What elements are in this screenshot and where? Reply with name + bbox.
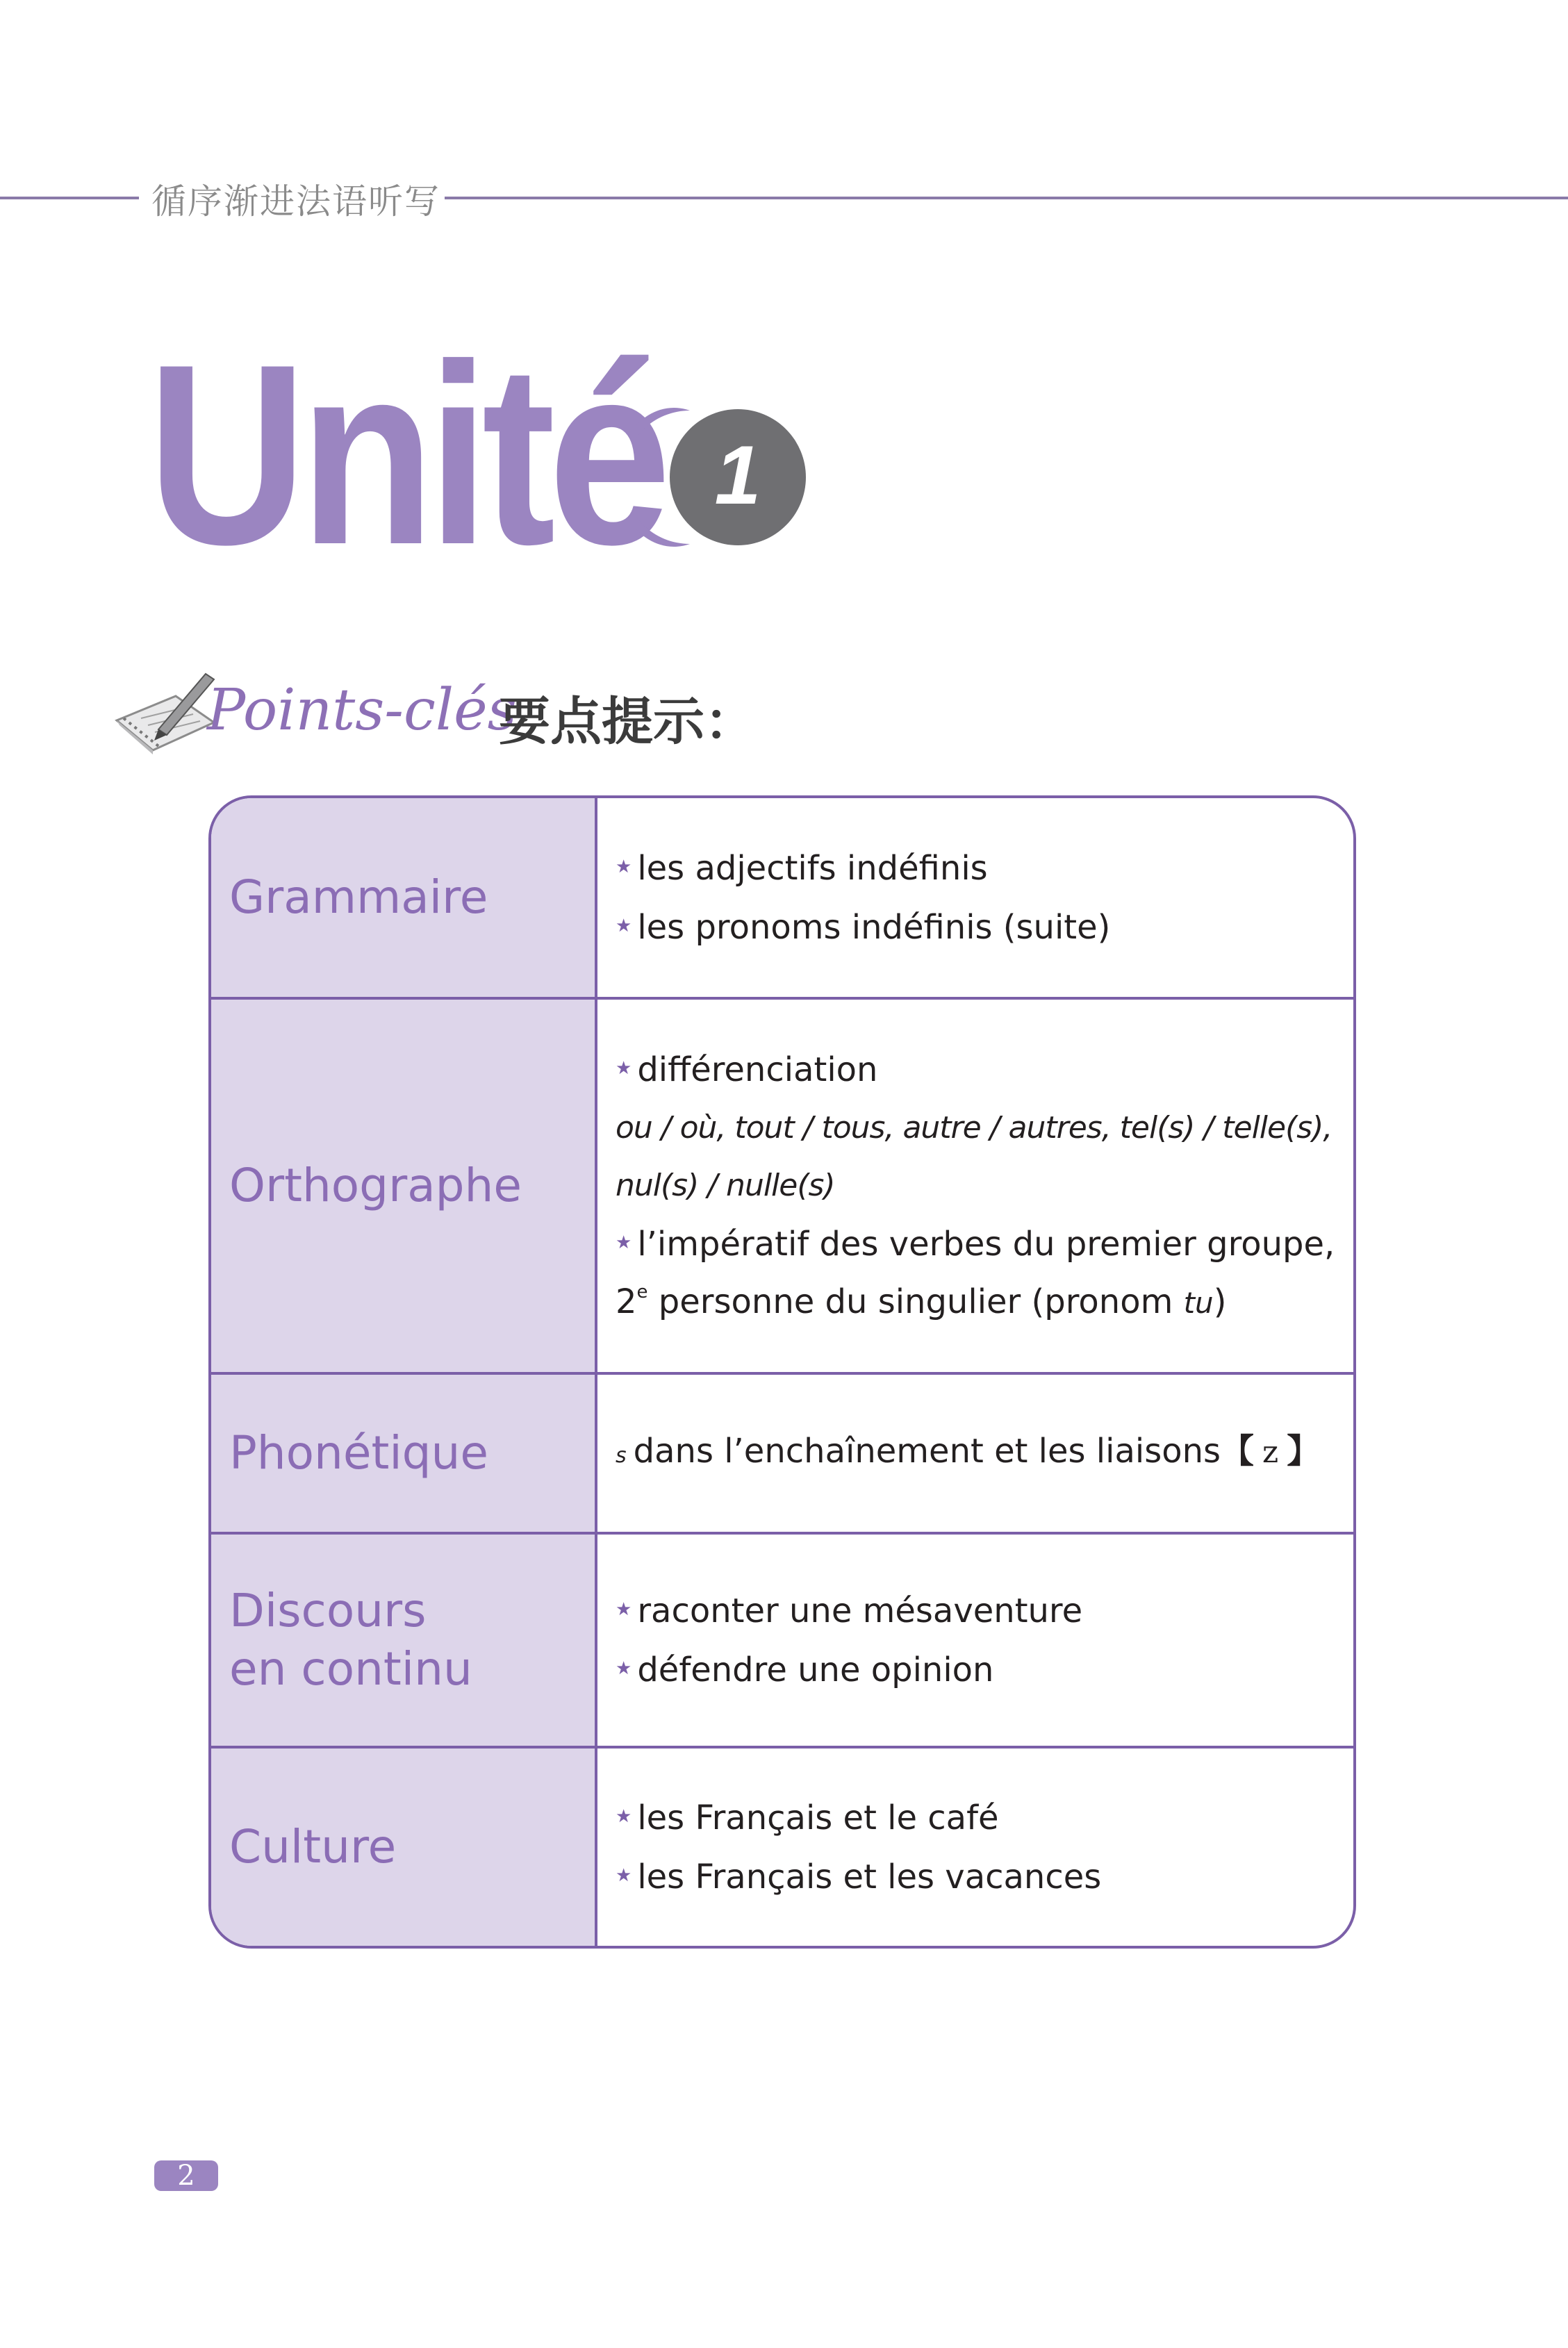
row-label: Grammaire [211, 798, 597, 997]
header-rule-left [0, 197, 139, 199]
star-bullet-icon: ★ [616, 1658, 632, 1679]
star-bullet-icon: ★ [616, 916, 632, 936]
star-bullet-icon: ★ [616, 1806, 632, 1827]
phonetic-bracket-close: 】 [1287, 1431, 1321, 1471]
list-item [616, 838, 1334, 898]
item-text: défendre une opinion [637, 1651, 994, 1689]
phonetic-symbol: z [1262, 1434, 1279, 1470]
letter-s: s [616, 1443, 627, 1468]
row-label: Phonétique [211, 1375, 597, 1532]
star-bullet-icon: ★ [616, 1058, 632, 1079]
row-content [597, 1000, 1354, 1372]
list-item [616, 1788, 1334, 1847]
star-bullet-icon: ★ [616, 1599, 632, 1620]
header-rule-right [445, 197, 1568, 199]
phonetic-bracket-open: 【 [1221, 1431, 1255, 1471]
page-number: 2 [154, 2160, 218, 2191]
item-text: les Français et les vacances [637, 1858, 1102, 1896]
star-bullet-icon: ★ [616, 1232, 632, 1253]
list-item-continuation [616, 1273, 1335, 1332]
row-content [597, 1535, 1353, 1746]
unit-number-badge [636, 406, 809, 549]
table-row-orthographe [211, 1000, 1353, 1375]
row-content [597, 1375, 1353, 1532]
section-title-chinese: 要点提示： [499, 692, 756, 752]
item-text: les Français et le café [637, 1799, 999, 1837]
item-text: raconter une mésaventure [637, 1591, 1083, 1630]
unit-title: Unité [147, 311, 664, 598]
list-item [616, 1581, 1334, 1640]
unit-number: 1 [714, 429, 761, 522]
item-text: les adjectifs indéfinis [637, 849, 988, 888]
ordinal-suffix: e [636, 1282, 648, 1303]
list-item [616, 1423, 1334, 1485]
list-item [616, 1040, 1335, 1099]
section-title-script: Points-clés [207, 677, 517, 743]
key-points-table [208, 795, 1356, 1949]
item-text: dans l’enchaînement et les liaisons [633, 1431, 1221, 1471]
item-text: les pronoms indéfinis (suite) [637, 908, 1111, 947]
star-bullet-icon: ★ [616, 1865, 632, 1886]
item-text: différenciation [637, 1050, 878, 1089]
item-text: personne du singulier (pronom [647, 1282, 1184, 1321]
examples-line: ou / où, tout / tous, autre / autres, tel(s) / telle(s), [616, 1110, 1332, 1146]
list-item [616, 1847, 1334, 1906]
book-title: 循序渐进法语听写 [151, 181, 440, 222]
examples-line: nul(s) / nulle(s) [616, 1168, 835, 1203]
pronoun-tu: tu [1183, 1286, 1214, 1320]
row-content [597, 798, 1353, 997]
list-item [616, 1640, 1334, 1699]
item-text: l’impératif des verbes du premier groupe, [637, 1225, 1335, 1264]
list-item [616, 1214, 1335, 1273]
item-text-end: ) [1213, 1282, 1227, 1321]
star-bullet-icon: ★ [616, 857, 632, 877]
row-label: Discours en continu [211, 1535, 597, 1746]
ordinal-number: 2 [616, 1282, 637, 1321]
list-item [616, 898, 1334, 957]
row-label: Culture [211, 1748, 597, 1946]
table-row-discours [211, 1535, 1353, 1748]
row-label: Orthographe [211, 1000, 597, 1372]
notebook-pencil-icon [110, 668, 217, 759]
table-row-culture [211, 1748, 1353, 1946]
table-row-phonetique [211, 1375, 1353, 1535]
table-row-grammaire [211, 798, 1353, 1000]
row-content [597, 1748, 1353, 1946]
